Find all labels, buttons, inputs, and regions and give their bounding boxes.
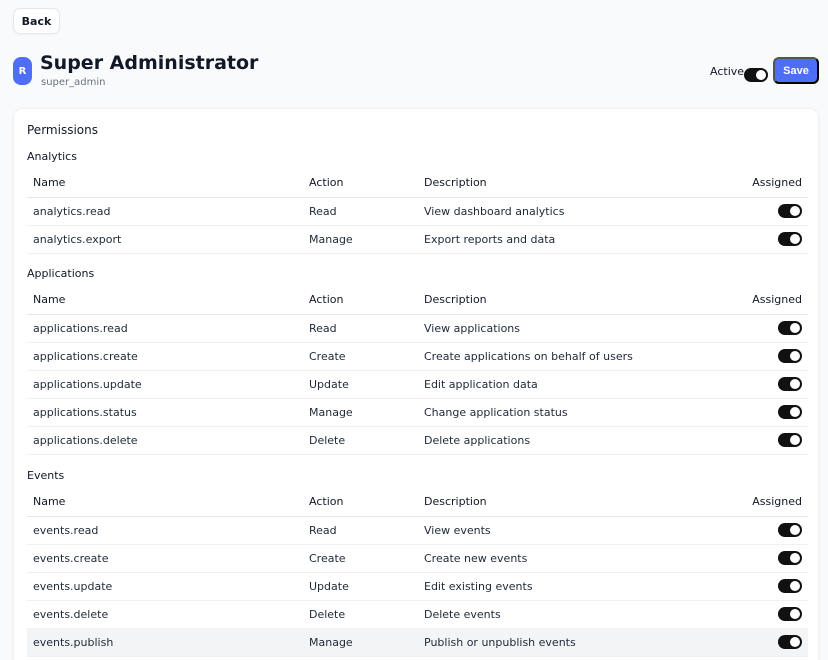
assigned-toggle[interactable]: [778, 433, 802, 447]
assigned-toggle[interactable]: [778, 607, 802, 621]
permissions-table-events: [27, 488, 808, 657]
avatar: R: [13, 57, 32, 85]
page-title: Super Administrator: [40, 52, 259, 74]
perm-description: Publish or unpublish events: [418, 628, 718, 656]
table-header-row: [27, 488, 808, 516]
perm-name: events.update: [27, 572, 303, 600]
col-name: Name: [27, 488, 303, 516]
table-row: [27, 628, 808, 656]
table-header-row: [27, 286, 808, 314]
perm-name: events.publish: [27, 628, 303, 656]
toggle-knob: [790, 323, 800, 333]
assigned-toggle[interactable]: [778, 635, 802, 649]
perm-action: Read: [303, 314, 418, 342]
toggle-knob: [790, 379, 800, 389]
col-description: Description: [418, 286, 718, 314]
assigned-toggle[interactable]: [778, 232, 802, 246]
col-description: Description: [418, 169, 718, 197]
save-button[interactable]: Save: [773, 57, 819, 84]
col-assigned: Assigned: [718, 169, 808, 197]
perm-action: Create: [303, 544, 418, 572]
assigned-toggle[interactable]: [778, 204, 802, 218]
role-slug: super_admin: [41, 77, 106, 88]
toggle-knob: [790, 206, 800, 216]
perm-action: Manage: [303, 398, 418, 426]
permissions-table-applications: [27, 286, 808, 455]
toggle-knob: [790, 609, 800, 619]
toggle-knob: [790, 435, 800, 445]
table-row: [27, 426, 808, 454]
table-header-row: [27, 169, 808, 197]
assigned-toggle[interactable]: [778, 377, 802, 391]
table-row: [27, 544, 808, 572]
perm-description: Export reports and data: [418, 225, 718, 253]
perm-action: Update: [303, 370, 418, 398]
perm-description: Change application status: [418, 398, 718, 426]
table-row: [27, 572, 808, 600]
assigned-toggle[interactable]: [778, 349, 802, 363]
perm-action: Manage: [303, 628, 418, 656]
col-action: Action: [303, 169, 418, 197]
perm-action: Create: [303, 342, 418, 370]
perm-action: Delete: [303, 600, 418, 628]
section-title-events: Events: [27, 469, 65, 482]
col-assigned: Assigned: [718, 488, 808, 516]
table-row: [27, 370, 808, 398]
col-action: Action: [303, 488, 418, 516]
table-row: [27, 516, 808, 544]
perm-name: analytics.read: [27, 197, 303, 225]
perm-description: Edit application data: [418, 370, 718, 398]
table-row: [27, 314, 808, 342]
active-toggle[interactable]: [744, 68, 768, 82]
toggle-knob: [790, 581, 800, 591]
col-description: Description: [418, 488, 718, 516]
assigned-toggle[interactable]: [778, 579, 802, 593]
perm-name: applications.status: [27, 398, 303, 426]
perm-description: Delete events: [418, 600, 718, 628]
toggle-knob: [790, 553, 800, 563]
table-row: [27, 342, 808, 370]
perm-description: Delete applications: [418, 426, 718, 454]
permissions-card: [13, 108, 819, 660]
perm-action: Read: [303, 516, 418, 544]
toggle-knob: [790, 351, 800, 361]
table-row: [27, 600, 808, 628]
assigned-toggle[interactable]: [778, 523, 802, 537]
perm-description: View applications: [418, 314, 718, 342]
perm-name: applications.create: [27, 342, 303, 370]
table-row: [27, 197, 808, 225]
col-action: Action: [303, 286, 418, 314]
permissions-table-analytics: [27, 169, 808, 254]
perm-action: Update: [303, 572, 418, 600]
col-name: Name: [27, 169, 303, 197]
toggle-knob: [790, 234, 800, 244]
perm-name: applications.update: [27, 370, 303, 398]
perm-name: analytics.export: [27, 225, 303, 253]
toggle-knob: [790, 637, 800, 647]
toggle-knob: [756, 70, 766, 80]
col-name: Name: [27, 286, 303, 314]
assigned-toggle[interactable]: [778, 551, 802, 565]
perm-action: Manage: [303, 225, 418, 253]
toggle-knob: [790, 525, 800, 535]
perm-description: Create new events: [418, 544, 718, 572]
perm-action: Read: [303, 197, 418, 225]
section-title-analytics: Analytics: [27, 150, 77, 163]
table-row: [27, 225, 808, 253]
perm-description: View events: [418, 516, 718, 544]
card-title: Permissions: [27, 123, 98, 137]
section-title-applications: Applications: [27, 267, 95, 280]
perm-description: Edit existing events: [418, 572, 718, 600]
perm-description: View dashboard analytics: [418, 197, 718, 225]
perm-name: events.delete: [27, 600, 303, 628]
col-assigned: Assigned: [718, 286, 808, 314]
active-label: Active: [710, 65, 745, 78]
perm-description: Create applications on behalf of users: [418, 342, 718, 370]
perm-name: applications.delete: [27, 426, 303, 454]
assigned-toggle[interactable]: [778, 405, 802, 419]
perm-name: events.create: [27, 544, 303, 572]
perm-name: applications.read: [27, 314, 303, 342]
table-row: [27, 398, 808, 426]
back-button[interactable]: Back: [13, 8, 60, 34]
assigned-toggle[interactable]: [778, 321, 802, 335]
toggle-knob: [790, 407, 800, 417]
perm-name: events.read: [27, 516, 303, 544]
perm-action: Delete: [303, 426, 418, 454]
